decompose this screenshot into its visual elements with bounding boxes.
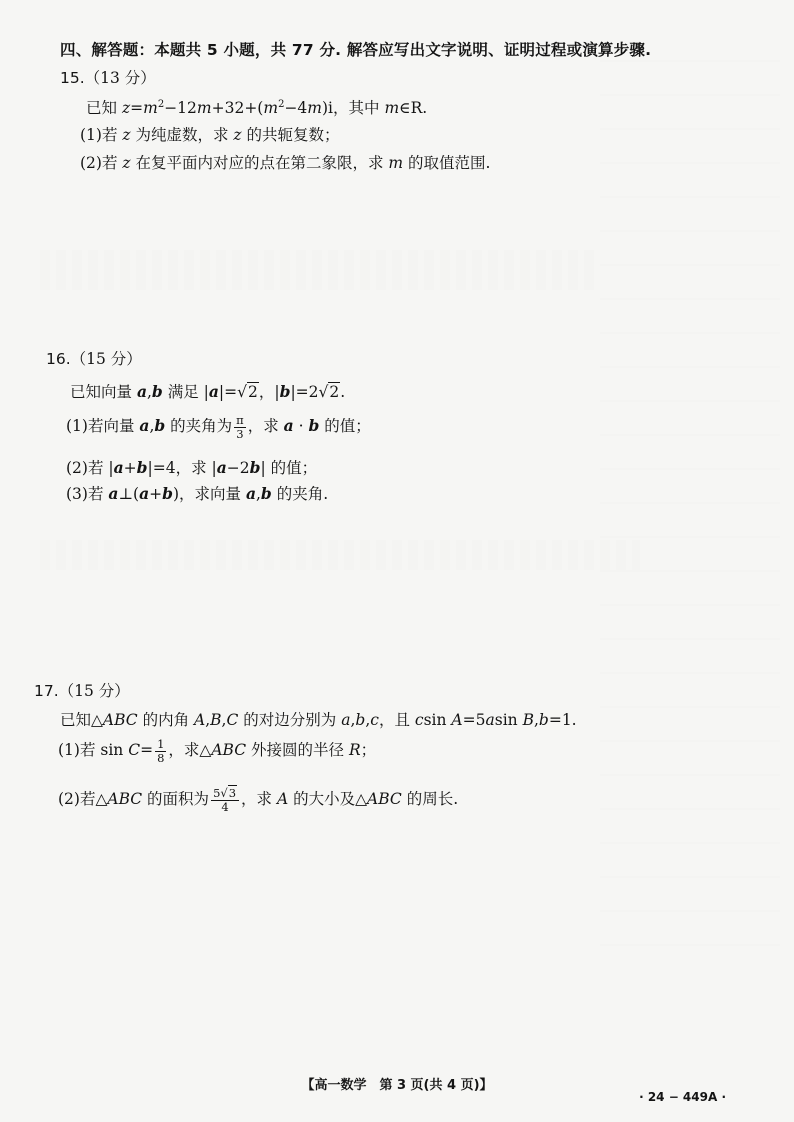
question-17-stem: 已知△ABC 的内角 A,B,C 的对边分别为 a,b,c，且 csin A=5asin B,b=1. <box>60 711 577 729</box>
fraction: $\frac{1}{8}$ <box>157 737 165 765</box>
fraction: $\frac{5√3}{4}$ <box>211 787 239 812</box>
question-15-header <box>60 66 156 88</box>
question-number: 17. <box>34 682 59 700</box>
question-17-part-2: (2)若△ABC 的面积为 $\frac{5√3}{4}$ ，求 A 的大小及△ABC 的周长. <box>58 786 459 814</box>
page-footer: 【高一数学 第 3 页(共 4 页)】 <box>301 1078 493 1093</box>
question-16-stem: 已知向量 a,b 满足 |a|=√2，|b|=2√2. <box>70 382 346 401</box>
bleed-through-texture <box>40 540 640 570</box>
section-title: 四、解答题：本题共 5 小题，共 77 分. 解答应写出文字说明、证明过程或演算步骤. <box>60 41 652 59</box>
question-15-part-1: (1)若 z 为纯虚数，求 z 的共轭复数； <box>80 126 340 144</box>
question-15-part-2: (2)若 z 在复平面内对应的点在第二象限，求 m 的取值范围. <box>80 154 491 172</box>
question-16-header <box>46 347 142 369</box>
sqrt-symbol: √2 <box>237 383 258 401</box>
question-number: 16. <box>46 350 71 368</box>
exam-code: · 24 − 449A · <box>639 1090 726 1104</box>
question-16-part-3: (3)若 a⊥(a+b)，求向量 a,b 的夹角. <box>66 484 329 503</box>
question-16-part-1: (1)若向量 a,b 的夹角为 $\frac{\pi}{3}$ ，求 a · b 的值； <box>66 413 371 441</box>
question-score: （15 分） <box>58 682 130 700</box>
sqrt-symbol: √3 <box>220 786 237 801</box>
question-score: （13 分） <box>84 69 156 87</box>
bleed-through-texture <box>40 250 600 290</box>
question-17-part-1: (1)若 sin C= $\frac{1}{8}$ ，求△ABC 外接圆的半径 R； <box>58 737 377 765</box>
question-number: 15. <box>60 69 85 87</box>
question-15-stem: 已知 $z=m^2-12m+32+(m^2-4m)i$，其中 m∈R. <box>86 98 428 117</box>
question-score: （15 分） <box>70 350 142 368</box>
question-17-header <box>34 679 130 701</box>
fraction: $\frac{\pi}{3}$ <box>236 413 244 441</box>
question-16-part-2: (2)若 |a+b|=4，求 |a−2b| 的值； <box>66 458 318 477</box>
sqrt-symbol: √2 <box>318 383 340 401</box>
bleed-through-texture <box>600 60 780 960</box>
